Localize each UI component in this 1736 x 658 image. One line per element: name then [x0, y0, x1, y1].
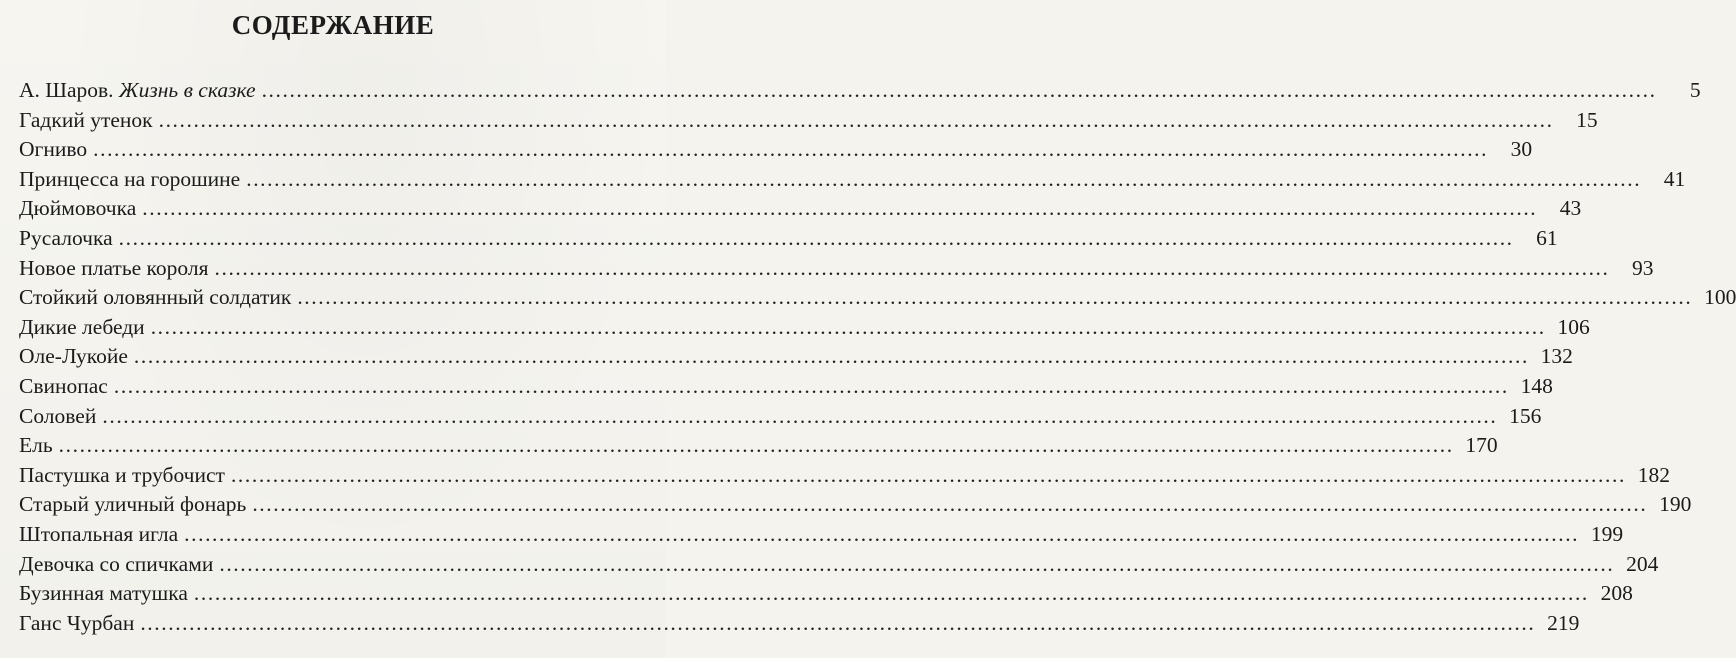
toc-entry-page: 219: [1547, 610, 1580, 635]
dot-leader: ........................................................................................................................................................................................................: [93, 137, 1489, 162]
dot-leader: ........................................................................................................................................................................................................: [214, 255, 1610, 280]
toc-entry-page: 156: [1509, 403, 1542, 428]
toc-entry-title: Русалочка: [19, 225, 113, 250]
toc-entry-title: Гадкий утенок: [19, 107, 153, 132]
toc-entry: [19, 283, 1736, 313]
toc-entry: [19, 402, 1542, 432]
dot-leader: ........................................................................................................................................................................................................: [140, 610, 1536, 635]
toc-entry-title: Принцесса на горошине: [19, 166, 241, 191]
toc-entry-title: Оле-Лукойе: [19, 344, 128, 369]
toc-entry-page: 132: [1540, 344, 1573, 369]
dot-leader: ........................................................................................................................................................................................................: [102, 403, 1498, 428]
toc-entry-page: 93: [1632, 255, 1654, 280]
toc-entry: [19, 372, 1553, 402]
toc-entry-title: Дюймовочка: [19, 196, 137, 221]
toc-entry-page: 190: [1659, 492, 1692, 517]
toc-entry-page: 61: [1536, 225, 1558, 250]
toc-entry-label: [19, 76, 256, 106]
toc-entry: [19, 135, 1533, 165]
dot-leader: ........................................................................................................................................................................................................: [193, 581, 1589, 606]
toc-entry-title: Штопальная игла: [19, 521, 179, 546]
dot-leader: ........................................................................................................................................................................................................: [252, 492, 1648, 517]
toc-entry-page: 199: [1590, 521, 1624, 546]
dot-leader: ........................................................................................................................................................................................................: [58, 433, 1454, 458]
toc-entry-page: 208: [1600, 581, 1633, 606]
toc-entry-title: Соловей: [19, 403, 97, 428]
dot-leader: ........................................................................................................................................................................................................: [133, 344, 1529, 369]
dot-leader: ........................................................................................................................................................................................................: [150, 314, 1546, 339]
toc-entry-title: Ель: [19, 433, 53, 458]
toc-entry-title: Старый уличный фонарь: [19, 492, 247, 517]
toc-entry: [19, 254, 1654, 284]
toc-entry-page: 106: [1557, 314, 1590, 339]
toc-entry: [19, 76, 1701, 106]
toc-entry-author: А. Шаров.: [19, 78, 114, 102]
dot-leader: ........................................................................................................................................................................................................: [246, 166, 1642, 191]
toc-entry: [19, 342, 1573, 372]
toc-entry-title: Ганс Чурбан: [19, 610, 135, 635]
toc-entry-title: Огниво: [19, 137, 88, 162]
toc-entry-page: 148: [1520, 373, 1553, 398]
toc-entry-page: 204: [1626, 551, 1659, 576]
toc-entry-page: 43: [1559, 196, 1582, 221]
toc-entry-title: Новое платье короля: [19, 255, 209, 280]
toc-entry: [19, 461, 1670, 491]
toc-entry: [19, 224, 1558, 254]
toc-entry: [19, 579, 1633, 609]
toc-entry-title: Бузинная матушка: [19, 581, 188, 606]
toc-entry-page: 30: [1510, 137, 1533, 162]
toc-entry-page: 100: [1704, 285, 1736, 310]
toc-entry-title: Свинопас: [19, 373, 108, 398]
toc-entry: [19, 165, 1686, 195]
toc-entry-page: 170: [1465, 433, 1498, 458]
toc-entry-title: Пастушка и трубочист: [19, 462, 225, 487]
toc-entry-page: 15: [1576, 107, 1598, 132]
dot-leader: ........................................................................................................................................................................................................: [261, 78, 1657, 102]
dot-leader: ........................................................................................................................................................................................................: [219, 551, 1615, 576]
page-title: СОДЕРЖАНИЕ: [231, 10, 435, 40]
dot-leader: ........................................................................................................................................................................................................: [142, 196, 1538, 221]
toc-entry: [19, 106, 1598, 136]
toc-entry-title: Дикие лебеди: [19, 314, 145, 339]
dot-leader: ........................................................................................................................................................................................................: [297, 285, 1693, 310]
toc-entry-page: 182: [1637, 462, 1670, 487]
toc-entry-title: Стойкий оловянный солдатик: [19, 285, 292, 310]
toc-entry: [19, 550, 1659, 580]
dot-leader: ........................................................................................................................................................................................................: [230, 462, 1626, 487]
toc-entry-page: 5: [1689, 78, 1701, 102]
toc-entry-title: Девочка со спичками: [19, 551, 214, 576]
toc-entry-page: 41: [1663, 166, 1686, 191]
toc-entry: [19, 520, 1624, 550]
toc-entry: [19, 490, 1692, 520]
toc-entry: [19, 194, 1582, 224]
dot-leader: ........................................................................................................................................................................................................: [113, 373, 1509, 398]
table-of-contents: [19, 76, 1736, 638]
dot-leader: ........................................................................................................................................................................................................: [184, 521, 1580, 546]
toc-entry: [19, 313, 1590, 343]
toc-entry-title: Жизнь в сказке: [118, 78, 256, 102]
toc-entry: [19, 609, 1580, 639]
dot-leader: ........................................................................................................................................................................................................: [158, 107, 1554, 132]
dot-leader: ........................................................................................................................................................................................................: [118, 225, 1514, 250]
toc-entry: [19, 431, 1498, 461]
